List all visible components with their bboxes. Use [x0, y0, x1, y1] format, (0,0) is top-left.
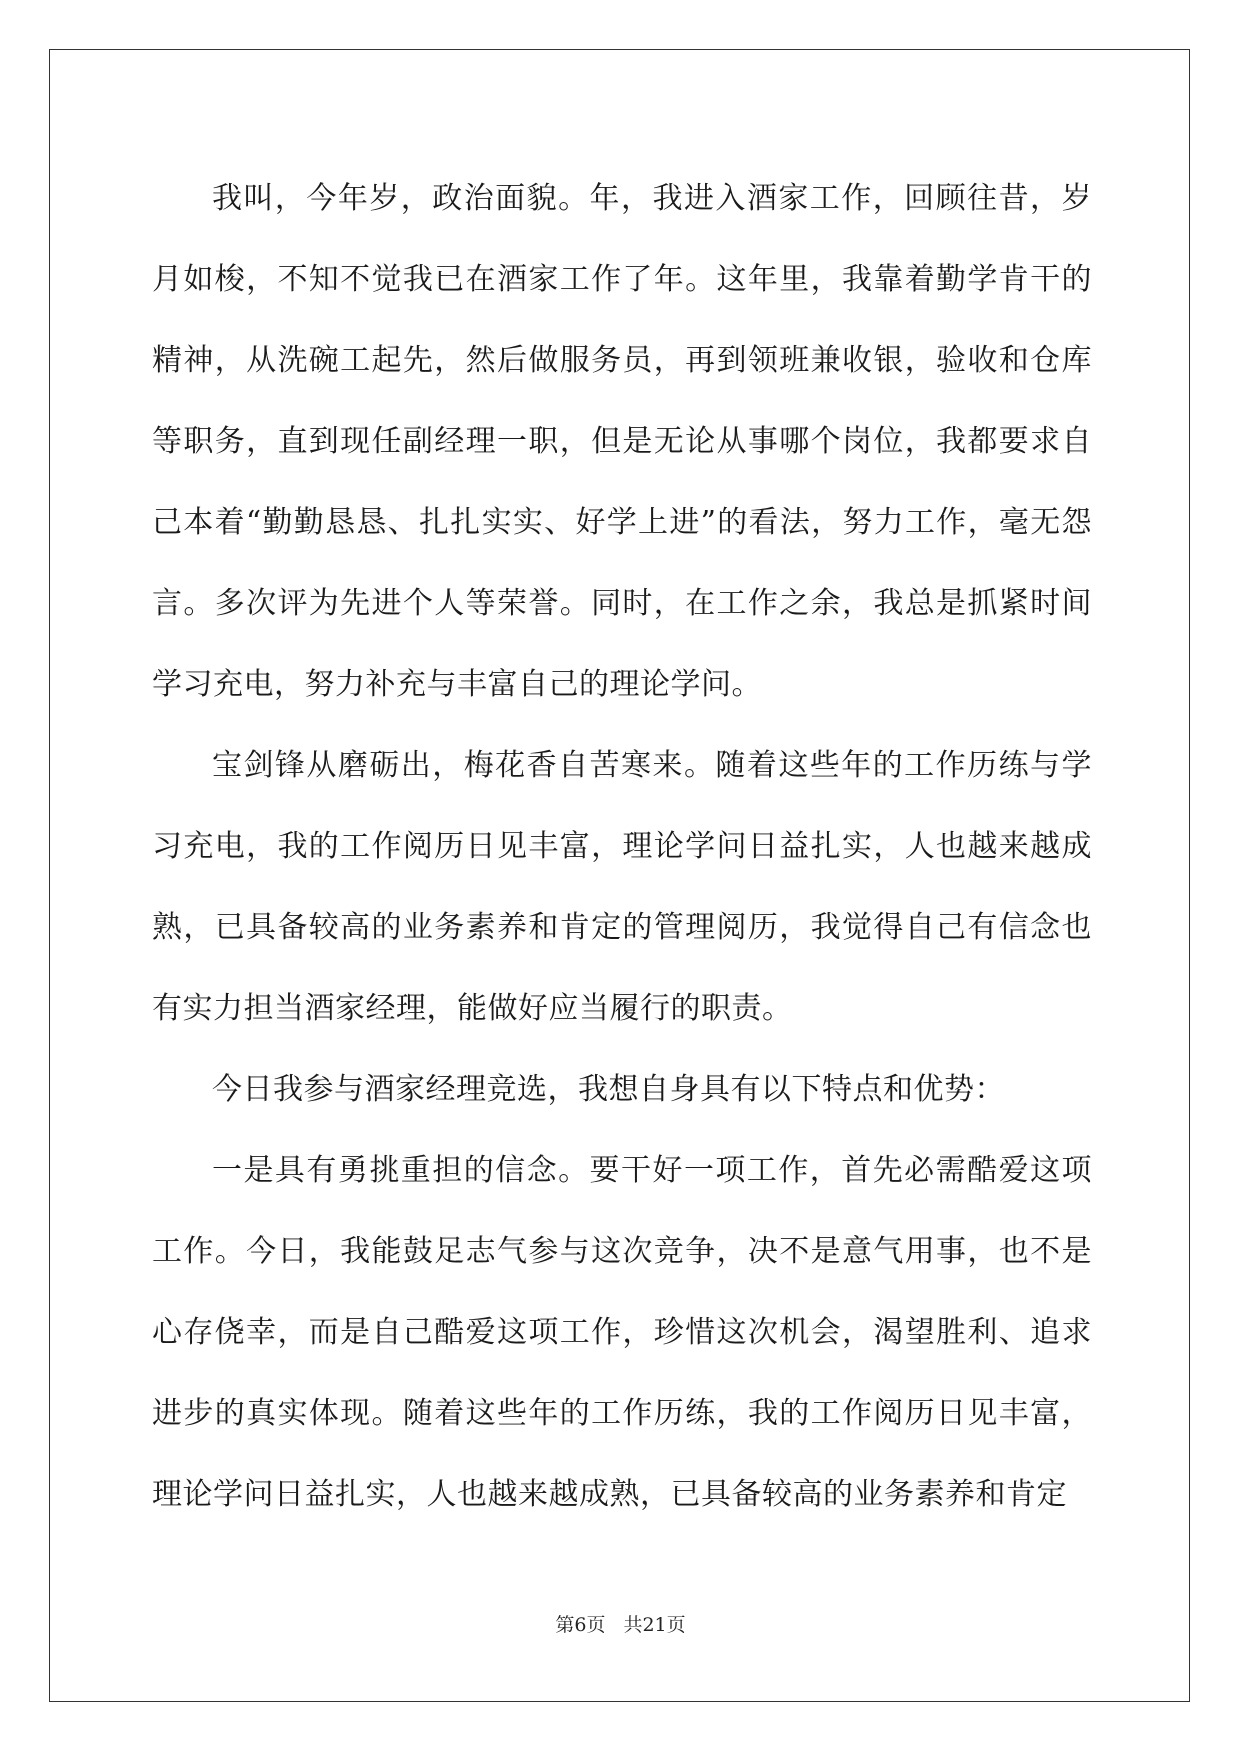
- paragraph-3: 今日我参与酒家经理竞选，我想自身具有以下特点和优势：: [212, 1072, 1005, 1107]
- paragraph-4: 一是具有勇挑重担的信念。要干好一项工作，首先必需酷爱这项工作。今日，我能鼓足志气参与这次竞争，决不是意气用事，也不是心存侥幸，而是自己酷爱这项工作，珍惜这次机会，渴望胜利、追求进步的真实体现。随着这些年的工作历练，我的工作阅历日见丰富，理论学问日益扎实，人也越来越成熟，已具备较高的业务素养和肯定: [152, 1153, 1092, 1512]
- page-footer: [0, 1610, 1241, 1637]
- document-body: [152, 158, 1092, 1535]
- page-number: 第6页: [555, 1614, 606, 1636]
- paragraph-2: 宝剑锋从磨砺出，梅花香自苦寒来。随着这些年的工作历练与学习充电，我的工作阅历日见丰富，理论学问日益扎实，人也越来越成熟，已具备较高的业务素养和肯定的管理阅历，我觉得自己有信念也有实力担当酒家经理，能做好应当履行的职责。: [152, 748, 1092, 1026]
- paragraph-1: 我叫，今年岁，政治面貌。年，我进入酒家工作，回顾往昔，岁月如梭，不知不觉我已在酒家工作了年。这年里，我靠着勤学肯干的精神，从洗碗工起先，然后做服务员，再到领班兼收银，验收和仓库等职务，直到现任副经理一职，但是无论从事哪个岗位，我都要求自己本着“勤勤恳恳、扎扎实实、好学上进”的看法，努力工作，毫无怨言。多次评为先进个人等荣誉。同时，在工作之余，我总是抓紧时间学习充电，努力补充与丰富自己的理论学问。: [152, 181, 1092, 702]
- page-total: 共21页: [623, 1614, 686, 1636]
